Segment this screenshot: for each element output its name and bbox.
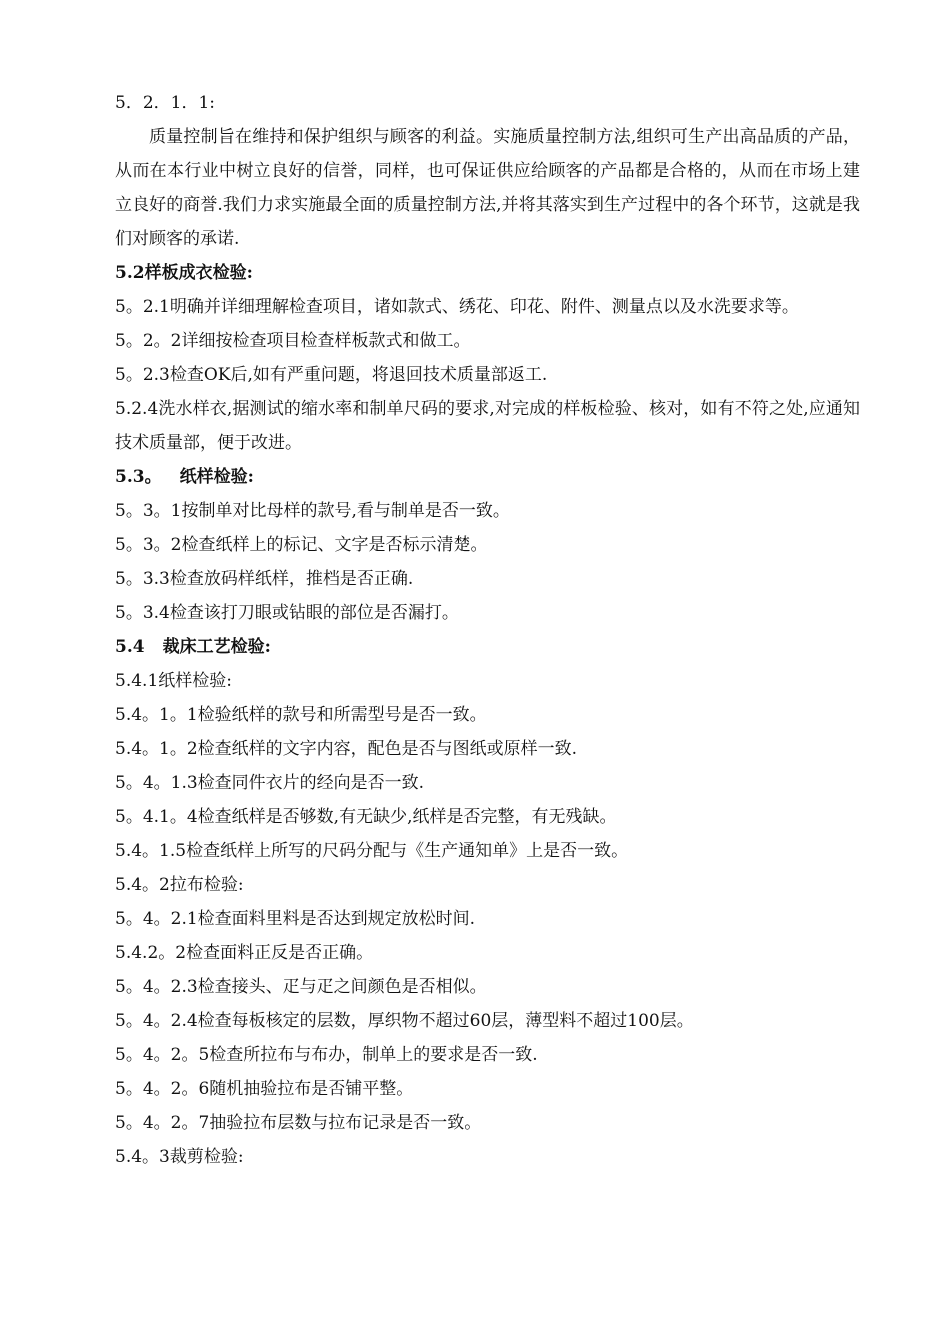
list-item: 5。4。2.4检查每板核定的层数，厚织物不超过60层，薄型料不超过100层。 [115,1011,694,1031]
list-item: 5.4。1。2检查纸样的文字内容，配色是否与图纸或原样一致. [115,739,578,759]
list-item: 5。3.3检查放码样纸样，推档是否正确. [115,569,414,589]
section-heading-text: 裁床工艺检验: [162,637,271,657]
list-item: 5。3.4检查该打刀眼或钻眼的部位是否漏打。 [115,603,459,623]
section-heading-5-3 [115,460,860,494]
list-item: 5。4.1。4检查纸样是否够数,有无缺少,纸样是否完整，有无残缺。 [115,807,617,827]
list-item: 5.4。3裁剪检验: [115,1147,244,1167]
list-item: 5。4。2.1检查面料里料是否达到规定放松时间. [115,909,476,929]
list-item: 5。4。1.3检查同件衣片的经向是否一致. [115,773,425,793]
section-heading-text: 纸样检验: [179,467,254,487]
document-body [115,86,860,1174]
section-heading-5-4 [115,630,860,664]
section-heading-5-2: 5.2样板成衣检验: [115,263,253,283]
section-heading-number: 5.3。 [115,467,162,487]
list-item: 5.4.2。2检查面料正反是否正确。 [115,943,374,963]
list-item: 5。2。2详细按检查项目检查样板款式和做工。 [115,331,471,351]
list-item: 5.4。2拉布检验: [115,875,244,895]
list-item: 5。4。2。6随机抽验拉布是否铺平整。 [115,1079,414,1099]
list-item: 5。4。2。7抽验拉布层数与拉布记录是否一致。 [115,1113,482,1133]
list-item: 5.4.1纸样检验: [115,671,232,691]
list-item: 5.4。1.5检查纸样上所写的尺码分配与《生产通知单》上是否一致。 [115,841,629,861]
list-item: 5。2.1明确并详细理解检查项目，诸如款式、绣花、印花、附件、测量点以及水洗要求等。 [115,297,799,317]
section-number-5-2-1-1: 5．2．1．1: [115,93,215,113]
list-item: 5。3。2检查纸样上的标记、文字是否标示清楚。 [115,535,488,555]
list-item: 5。2.3检查OK后,如有严重问题，将退回技术质量部返工. [115,365,548,385]
list-item: 5。3。1按制单对比母样的款号,看与制单是否一致。 [115,501,510,521]
intro-paragraph: 质量控制旨在维持和保护组织与顾客的利益。实施质量控制方法,组织可生产出高品质的产品，从而在本行业中树立良好的信誉，同样，也可保证供应给顾客的产品都是合格的，从而在市场上建立良好的商誉.我们力求实施最全面的质量控制方法,并将其落实到生产过程中的各个环节，这就是我们对顾客的承诺. [115,127,860,249]
list-item: 5.4。1。1检验纸样的款号和所需型号是否一致。 [115,705,487,725]
list-item: 5.2.4洗水样衣,据测试的缩水率和制单尺码的要求,对完成的样板检验、核对，如有不符之处,应通知技术质量部，便于改进。 [115,399,860,453]
list-item: 5。4。2.3检查接头、疋与疋之间颜色是否相似。 [115,977,487,997]
section-heading-number: 5.4 [115,637,145,657]
list-item: 5。4。2。5检查所拉布与布办，制单上的要求是否一致. [115,1045,538,1065]
